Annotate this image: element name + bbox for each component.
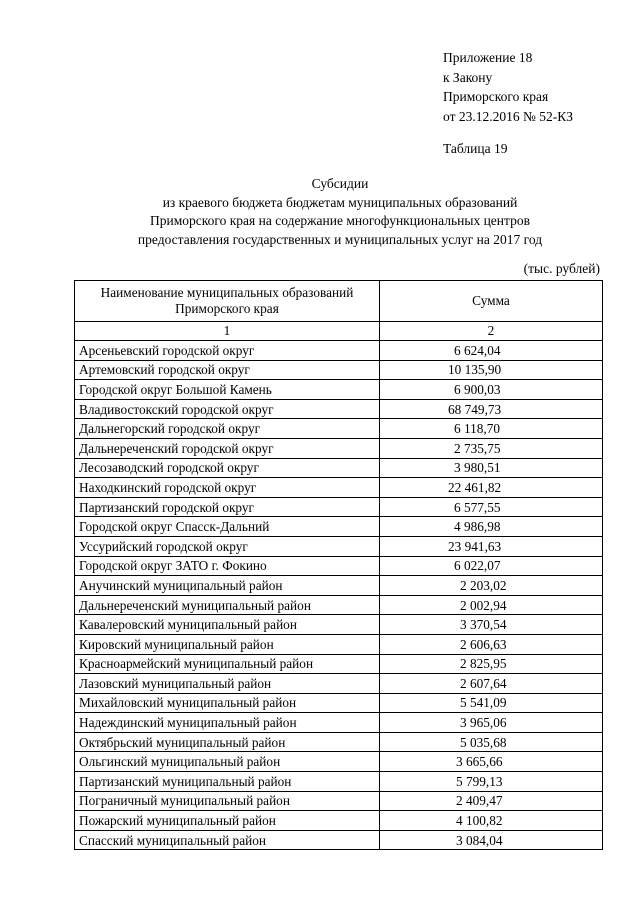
subsidy-sum-cell [380,458,603,478]
subsidy-sum: 3 370,54 [460,617,507,633]
subsidy-sum: 2 409,47 [456,793,503,809]
subsidy-sum: 4 100,82 [456,813,503,829]
subsidies-table [74,280,603,850]
table-row [75,752,603,772]
municipality-name: Анучинский муниципальный район [75,576,380,596]
subsidy-sum-cell [380,576,603,596]
appendix-line: к Закону [443,69,493,85]
municipality-name: Надеждинский муниципальный район [75,713,380,733]
table-row [75,419,603,439]
subsidy-sum-cell [380,380,603,400]
table-row [75,772,603,792]
subsidy-sum-cell [380,536,603,556]
municipality-name: Дальнереченский муниципальный район [75,595,380,615]
municipality-name: Михайловский муниципальный район [75,693,380,713]
table-row [75,693,603,713]
subsidy-sum: 6 624,04 [454,342,501,358]
table-body [75,341,603,850]
subsidy-sum: 5 541,09 [460,695,507,711]
table-row [75,517,603,537]
subsidy-sum-cell [380,713,603,733]
table-row [75,654,603,674]
title-line: Приморского края на содержание многофункциональных центров [150,213,530,229]
municipality-name: Кавалеровский муниципальный район [75,615,380,635]
subsidy-sum-cell [380,517,603,537]
subsidy-sum-cell [380,811,603,831]
table-header-row [75,281,603,322]
column-number-row [75,322,603,341]
subsidy-sum-cell [380,615,603,635]
subsidy-sum: 2 735,75 [454,440,501,456]
municipality-name: Дальнегорский городской округ [75,419,380,439]
table-row [75,674,603,694]
municipality-name: Партизанский городской округ [75,497,380,517]
subsidy-sum-cell [380,595,603,615]
municipality-name: Лесозаводский городской округ [75,458,380,478]
table-row [75,438,603,458]
subsidy-sum: 3 980,51 [454,460,501,476]
table-row [75,341,603,361]
subsidy-sum-cell [380,438,603,458]
subsidy-sum-cell [380,772,603,792]
subsidy-sum: 5 799,13 [456,773,503,789]
header-sum: Сумма [380,281,603,322]
table-row [75,830,603,850]
subsidy-sum-cell [380,654,603,674]
subsidy-sum-cell [380,497,603,517]
table-row [75,497,603,517]
municipality-name: Городской округ Спасск-Дальний [75,517,380,537]
subsidy-sum: 3 965,06 [460,715,507,731]
subsidy-sum: 5 035,68 [460,734,507,750]
subsidy-sum-cell [380,732,603,752]
subsidy-sum-cell [380,752,603,772]
table-label: Таблица 19 [443,141,508,156]
header-name: Наименование муниципальных образований Приморского края [75,281,380,322]
table-row [75,713,603,733]
subsidy-sum: 6 900,03 [454,381,501,397]
municipality-name: Артемовский городской округ [75,360,380,380]
appendix-line: от 23.12.2016 № 52-КЗ [443,108,573,124]
table-row [75,615,603,635]
subsidy-sum-cell [380,399,603,419]
municipality-name: Красноармейский муниципальный район [75,654,380,674]
subsidy-sum: 6 022,07 [454,558,501,574]
title-line: предоставления государственных и муниципальных услуг на 2017 год [137,231,543,247]
subsidy-sum-cell [380,791,603,811]
municipality-name: Партизанский муниципальный район [75,772,380,792]
municipality-name: Городской округ Большой Камень [75,380,380,400]
column-number: 2 [380,322,603,341]
title-line: Субсидии [311,176,369,191]
municipality-name: Пограничный муниципальный район [75,791,380,811]
municipality-name: Лазовский муниципальный район [75,674,380,694]
table-row [75,576,603,596]
appendix-reference [443,48,573,126]
subsidy-sum: 2 606,63 [460,636,507,652]
table-row [75,634,603,654]
municipality-name: Октябрьский муниципальный район [75,732,380,752]
table-row [75,380,603,400]
table-row [75,399,603,419]
subsidy-sum: 3 665,66 [456,754,503,770]
table-row [75,732,603,752]
subsidy-sum: 22 461,82 [448,479,502,495]
subsidy-sum-cell [380,693,603,713]
subsidy-sum-cell [380,556,603,576]
subsidy-sum-cell [380,634,603,654]
municipality-name: Ольгинский муниципальный район [75,752,380,772]
subsidy-sum: 2 002,94 [460,597,507,613]
subsidy-sum: 10 135,90 [448,362,502,378]
subsidy-sum-cell [380,674,603,694]
subsidy-sum-cell [380,360,603,380]
appendix-line: Приложение 18 [443,50,533,65]
municipality-name: Городской округ ЗАТО г. Фокино [75,556,380,576]
table-row [75,556,603,576]
municipality-name: Владивостокский городской округ [75,399,380,419]
subsidy-sum: 68 749,73 [448,401,502,417]
municipality-name: Спасский муниципальный район [75,830,380,850]
municipality-name: Уссурийский городской округ [75,536,380,556]
column-number: 1 [75,322,380,341]
municipality-name: Дальнереченский городской округ [75,438,380,458]
table-row [75,595,603,615]
table-row [75,536,603,556]
subsidy-sum: 2 607,64 [460,675,507,691]
subsidy-sum: 2 825,95 [460,656,507,672]
document-title [60,175,620,249]
table-row [75,791,603,811]
municipality-name: Арсеньевский городской округ [75,341,380,361]
subsidy-sum: 6 118,70 [454,421,501,437]
subsidy-sum: 3 084,04 [456,832,503,848]
subsidy-sum-cell [380,830,603,850]
subsidy-sum: 2 203,02 [460,577,507,593]
municipality-name: Находкинский городской округ [75,478,380,498]
subsidy-sum: 4 986,98 [454,519,501,535]
table-row [75,458,603,478]
units-note: (тыс. рублей) [523,261,600,276]
subsidy-sum-cell [380,419,603,439]
subsidy-sum-cell [380,341,603,361]
subsidy-sum: 23 941,63 [448,538,502,554]
subsidy-sum-cell [380,478,603,498]
appendix-line: Приморского края [443,89,549,104]
subsidy-sum: 6 577,55 [454,499,501,515]
table-row [75,811,603,831]
municipality-name: Кировский муниципальный район [75,634,380,654]
table-row [75,360,603,380]
table-row [75,478,603,498]
title-line: из краевого бюджета бюджетам муниципальных образований [162,194,518,210]
municipality-name: Пожарский муниципальный район [75,811,380,831]
